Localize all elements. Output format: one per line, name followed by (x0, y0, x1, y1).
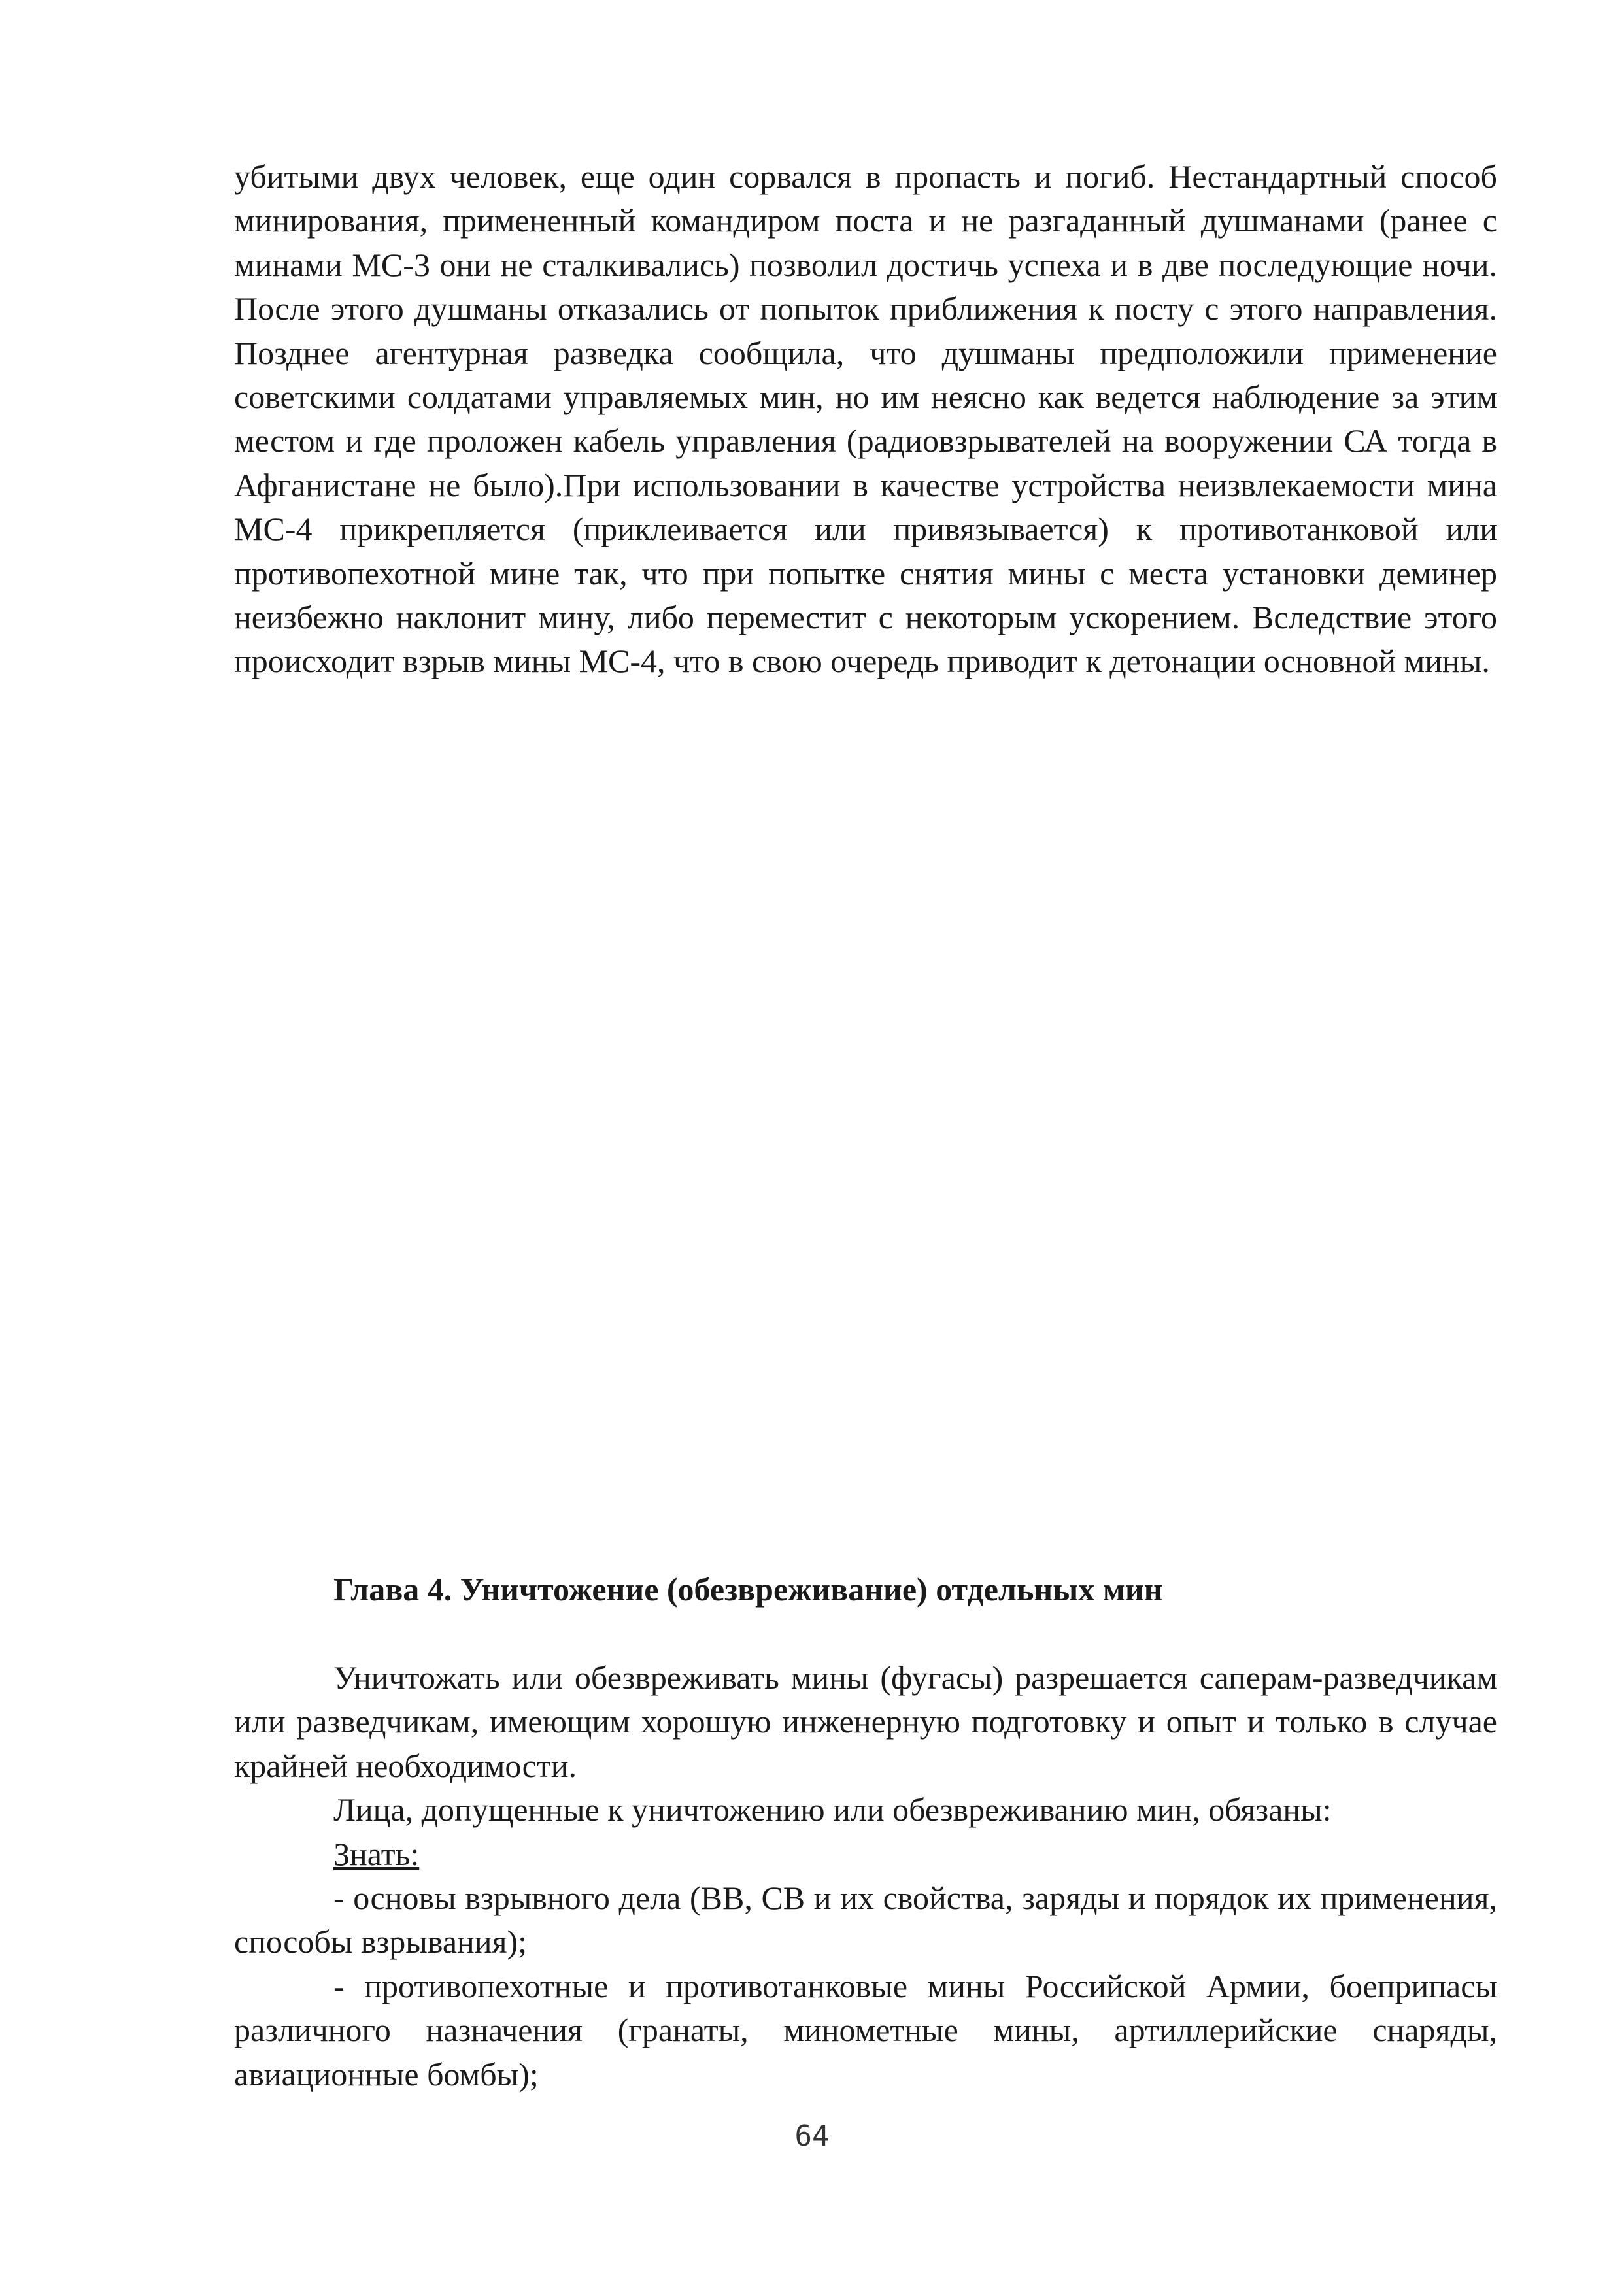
paragraph-permission: Уничтожать или обезвреживать мины (фугасы) разрешается саперам-разведчикам или разведчикам, имеющим хорошую инженерную подготовку и опыт и только в случае крайней необходимости. (234, 1659, 1497, 1784)
page-number: 64 (794, 2119, 830, 2153)
continued-paragraph: убитыми двух человек, еще один сорвался в пропасть и погиб. Нестандартный способ минирования, примененный командиром поста и не разгаданный душманами (ранее с минами МС-3 они не сталкивались) позволил достичь успеха и в две последующие ночи. После этого душманы отказались от попыток приближения к посту с этого направления. Позднее агентурная разведка сообщила, что душманы предположили применение советскими солдатами управляемых мин, но им неясно как ведется наблюдение за этим местом и где проложен кабель управления (радиовзрывателей на вооружении СА тогда в Афганистане не было).При использовании в качестве устройства неизвлекаемости мина МС-4 прикрепляется (приклеивается или привязывается) к противотанковой или противопехотной мине так, что при попытке снятия мины с места установки деминер неизбежно наклонит мину, либо переместит с некоторым ускорением. Вследствие этого происходит взрыв мины МС-4, что в свою очередь приводит к детонации основной мины. (234, 158, 1497, 680)
top-text-block (234, 155, 1497, 684)
know-label-line (234, 1832, 1497, 1876)
list-item: - противопехотные и противотанковые мины Российской Армии, боеприпасы различного назначения (гранаты, минометные мины, артиллерийские снаряды, авиационные бомбы); (234, 1967, 1497, 2093)
chapter-heading: Глава 4. Уничтожение (обезвреживание) отдельных мин (333, 1571, 1163, 1608)
know-label: Знать: (333, 1835, 420, 1872)
list-item: - основы взрывного дела (ВВ, СВ и их свойства, заряды и порядок их применения, способы взрывания); (234, 1880, 1497, 1961)
chapter-body (234, 1656, 1497, 2097)
paragraph-obligations: Лица, допущенные к уничтожению или обезвреживанию мин, обязаны: (333, 1791, 1332, 1829)
